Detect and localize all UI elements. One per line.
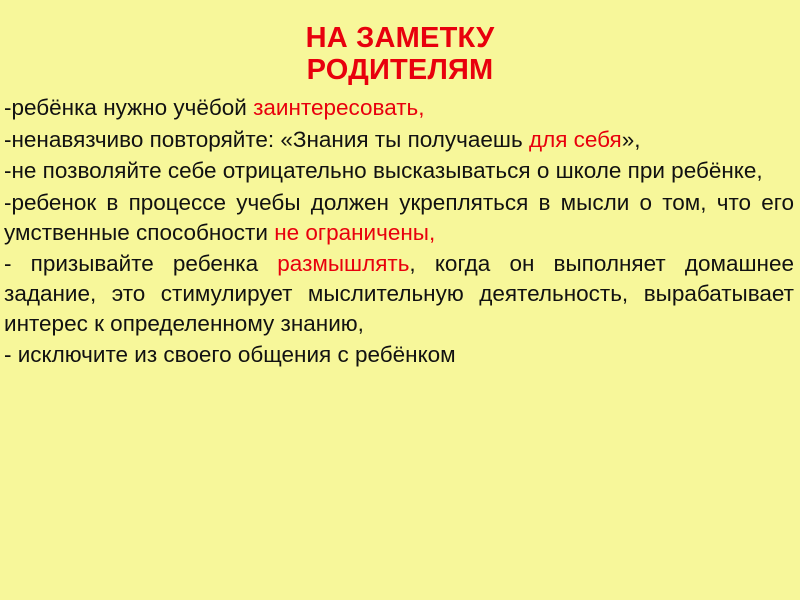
body-paragraph <box>4 188 794 247</box>
highlighted-text: заинтересовать, <box>253 94 425 120</box>
highlighted-text: не ограничены, <box>274 219 436 245</box>
body-paragraph <box>4 249 794 338</box>
body-paragraph <box>4 93 794 123</box>
slide-title-line-2: РОДИТЕЛЯМ <box>306 54 494 87</box>
body-text-run: - призывайте ребенка <box>4 251 278 277</box>
body-text-run: -ребенок в процессе учебы должен укрепляться в мысли о том, что его умственные способности <box>4 190 794 245</box>
slide-title-line-1: НА ЗАМЕТКУ <box>305 22 495 54</box>
highlighted-text: для себя <box>528 126 622 152</box>
body-text-run: - исключите из своего общения с ребёнком <box>4 342 456 368</box>
body-paragraph <box>4 125 794 155</box>
slide-title <box>120 0 680 87</box>
body-text-run: -ребёнка нужно учёбой <box>4 94 254 120</box>
slide-body <box>0 93 800 370</box>
body-text-run: -не позволяйте себе отрицательно высказываться о школе при ребёнке, <box>4 158 763 184</box>
body-paragraph <box>4 340 794 370</box>
highlighted-text: размышлять <box>277 251 410 277</box>
body-text-run: -ненавязчиво повторяйте: «Знания ты получаешь <box>4 126 529 152</box>
body-paragraph <box>4 156 794 186</box>
body-text-run: , когда он выполняет домашнее задание, это стимулирует мыслительную деятельность, вырабатывает интерес к определенному знанию, <box>4 251 794 336</box>
body-text-run: », <box>621 126 641 152</box>
